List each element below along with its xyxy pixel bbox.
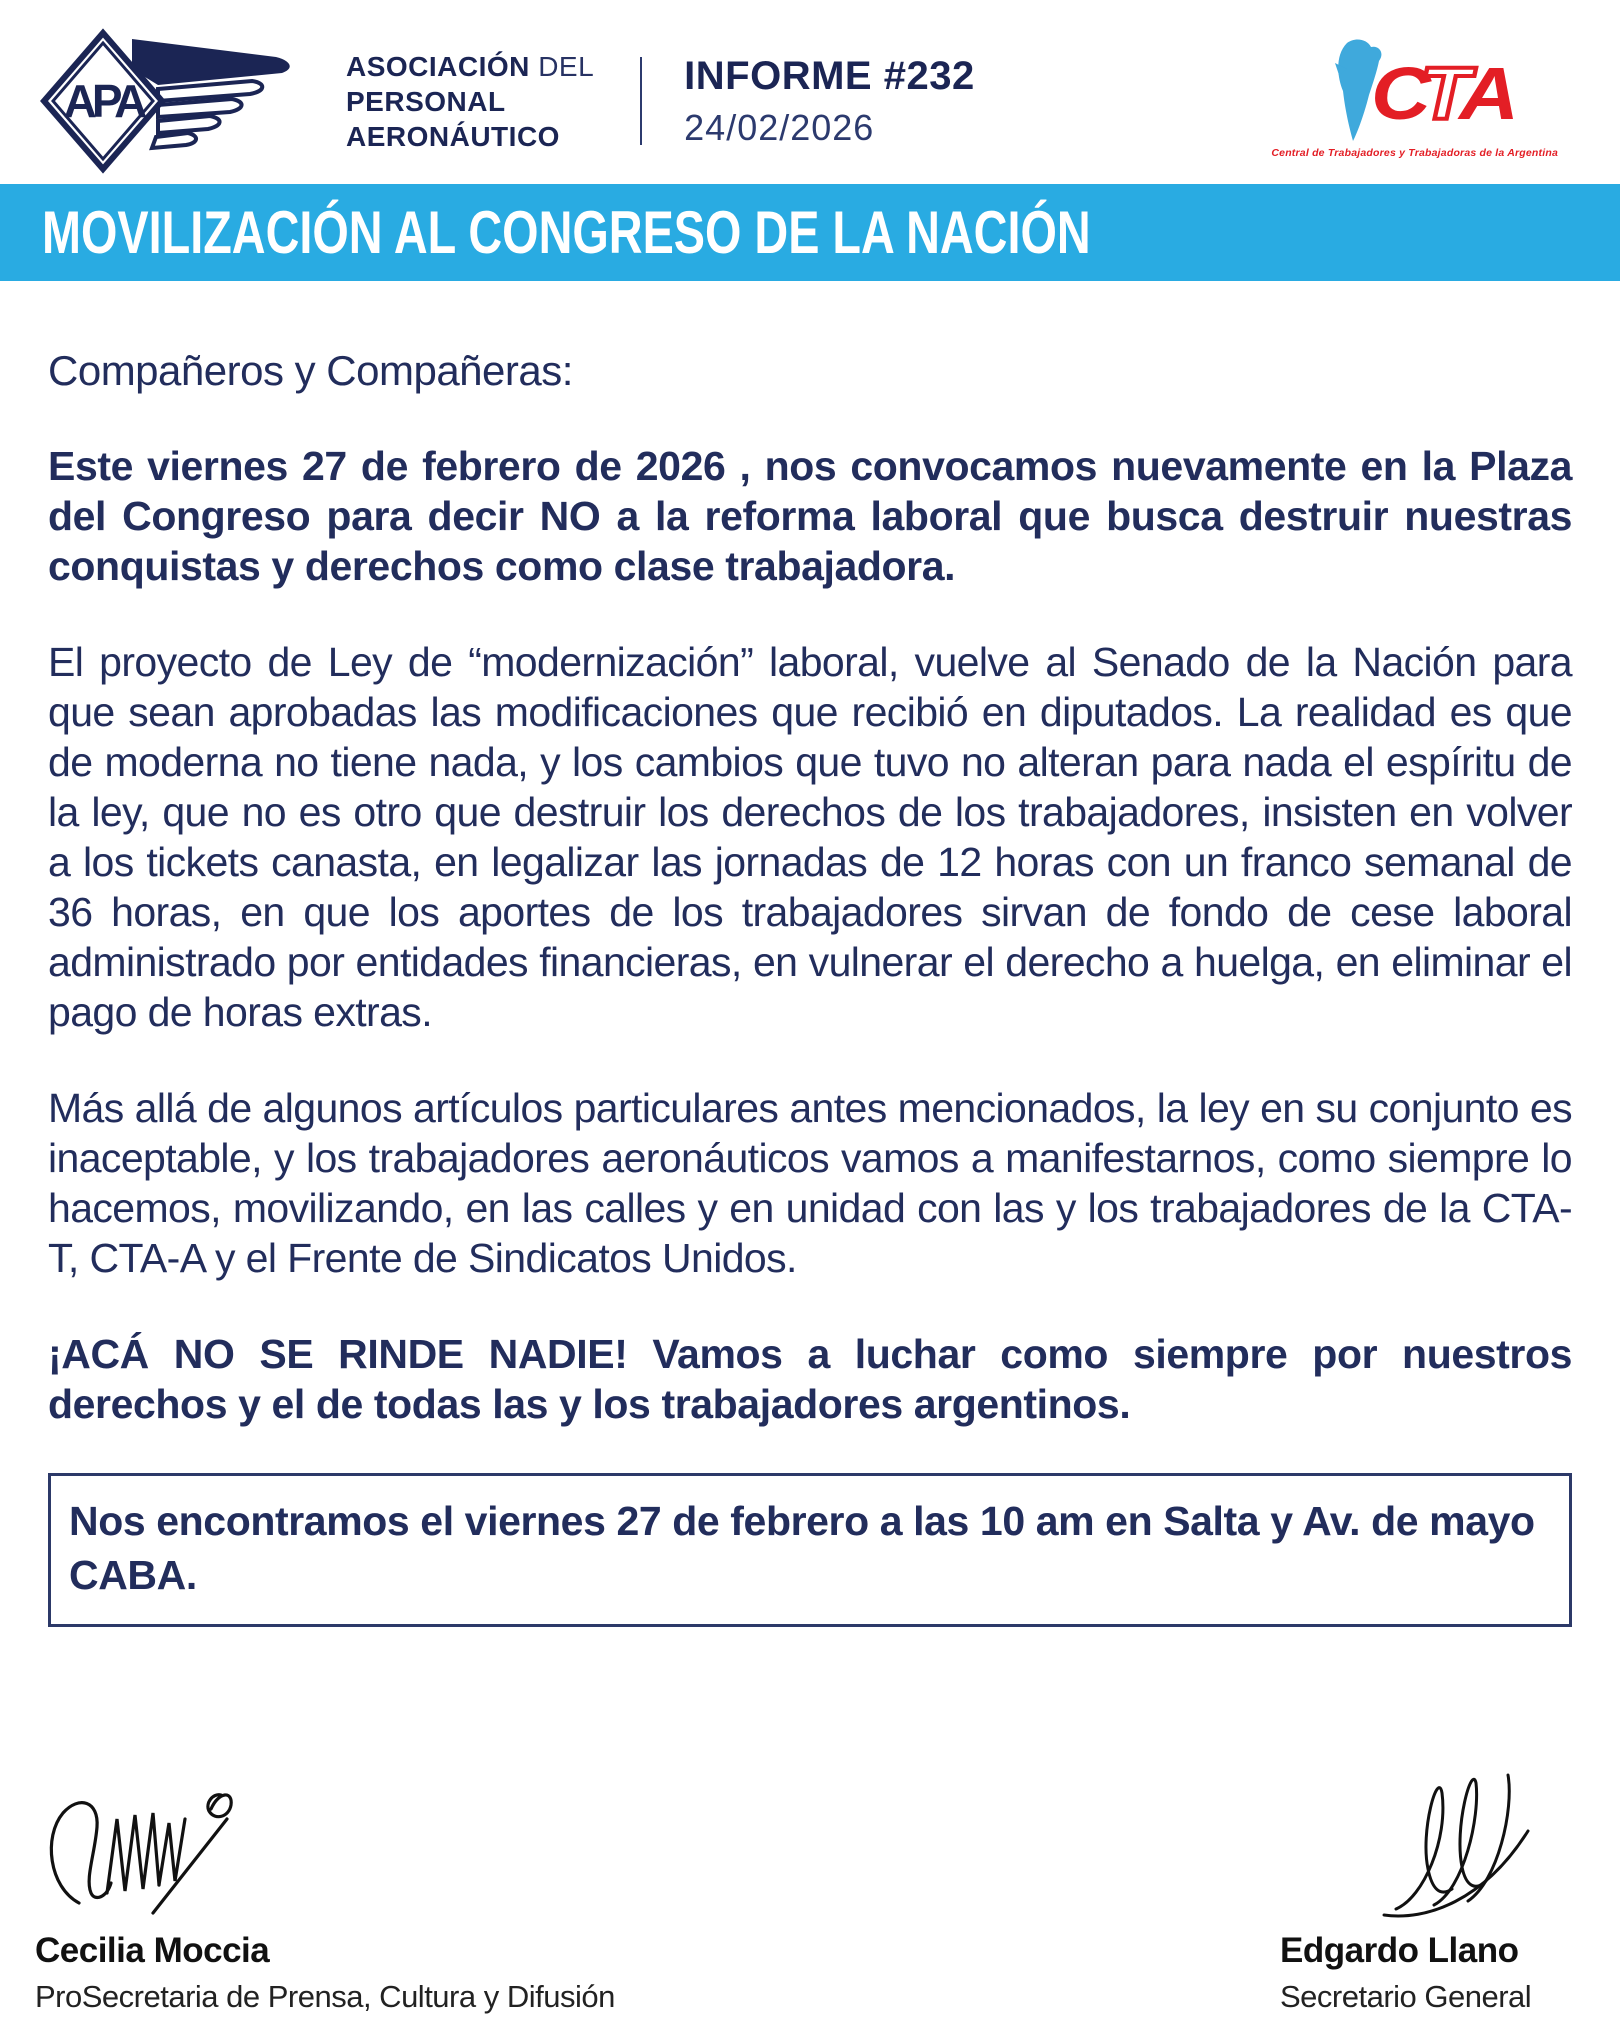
paragraph-union: Más allá de algunos artículos particulares antes mencionados, la ley en su conjunto es inaceptable, y los trabajadores aeronáuticos vamos a manifestarnos, como siempre lo hacemos, movilizando, en las calles y en unidad con las y los trabajadores de la CTA-T, CTA-A y el Frente de Sindicatos Unidos. — [48, 1085, 1572, 1281]
salutation: Compañeros y Compañeras: — [48, 347, 573, 394]
org-name-line1-bold: ASOCIACIÓN — [346, 50, 530, 82]
paragraph-fight: ¡ACÁ NO SE RINDE NADIE! Vamos a luchar como siempre por nuestros derechos y el de todas las y los trabajadores argentinos. — [48, 1331, 1572, 1427]
signature-block-left — [35, 1775, 615, 2015]
cta-tagline: Central de Trabajadores y Trabajadoras de la Argentina — [1271, 147, 1558, 159]
org-name-line3: AERONÁUTICO — [346, 120, 560, 152]
report-info — [684, 54, 975, 149]
signature-edgardo-llano-icon — [1376, 1765, 1576, 1925]
signatures — [35, 1765, 1576, 2015]
signature-cecilia-moccia-icon — [41, 1775, 261, 1925]
cta-logo — [1271, 43, 1572, 159]
signatory-title: Secretario General — [1280, 1979, 1532, 2014]
cta-wordmark: CTA — [1370, 52, 1512, 135]
org-name-line1-light: DEL — [538, 50, 595, 82]
header — [0, 0, 1620, 180]
body-content — [0, 281, 1620, 1627]
org-name — [346, 49, 594, 154]
meeting-callout-box — [48, 1473, 1572, 1627]
page-title: MOVILIZACIÓN AL CONGRESO DE LA NACIÓN — [42, 199, 1091, 266]
report-number: INFORME #232 — [684, 53, 975, 98]
paragraph-law: El proyecto de Ley de “modernización” laboral, vuelve al Senado de la Nación para que sean aprobadas las modificaciones que recibió en diputados. La realidad es que de moderna no tiene nada, y los cambios que tuvo no alteran para nada el espíritu de la ley, que no es otro que destruir los derechos de los trabajadores, insisten en volver a los tickets canasta, en legalizar las jornadas de 12 horas con un franco semanal de 36 horas, en que los aportes de los trabajadores sirvan de fondo de cese laboral administrado por entidades financieras, en vulnerar el derecho a huelga, en eliminar el pago de horas extras. — [48, 639, 1572, 1035]
title-banner — [0, 184, 1620, 281]
signature-block-right — [1280, 1765, 1576, 2015]
meeting-callout-text: Nos encontramos el viernes 27 de febrero a las 10 am en Salta y Av. de mayo CABA. — [69, 1498, 1535, 1598]
org-name-line2: PERSONAL — [346, 85, 506, 117]
paragraph-intro: Este viernes 27 de febrero de 2026 , nos convocamos nuevamente en la Plaza del Congreso para decir NO a la reforma laboral que busca destruir nuestras conquistas y derechos como clase trabajadora. — [48, 443, 1572, 589]
signatory-name: Cecilia Moccia — [35, 1931, 270, 1970]
svg-text:APA: APA — [63, 75, 143, 127]
header-divider — [640, 57, 642, 145]
apa-logo-icon — [40, 25, 340, 177]
signatory-title: ProSecretaria de Prensa, Cultura y Difusión — [35, 1979, 615, 2014]
report-date: 24/02/2026 — [684, 106, 875, 148]
signatory-name: Edgardo Llano — [1280, 1931, 1519, 1970]
